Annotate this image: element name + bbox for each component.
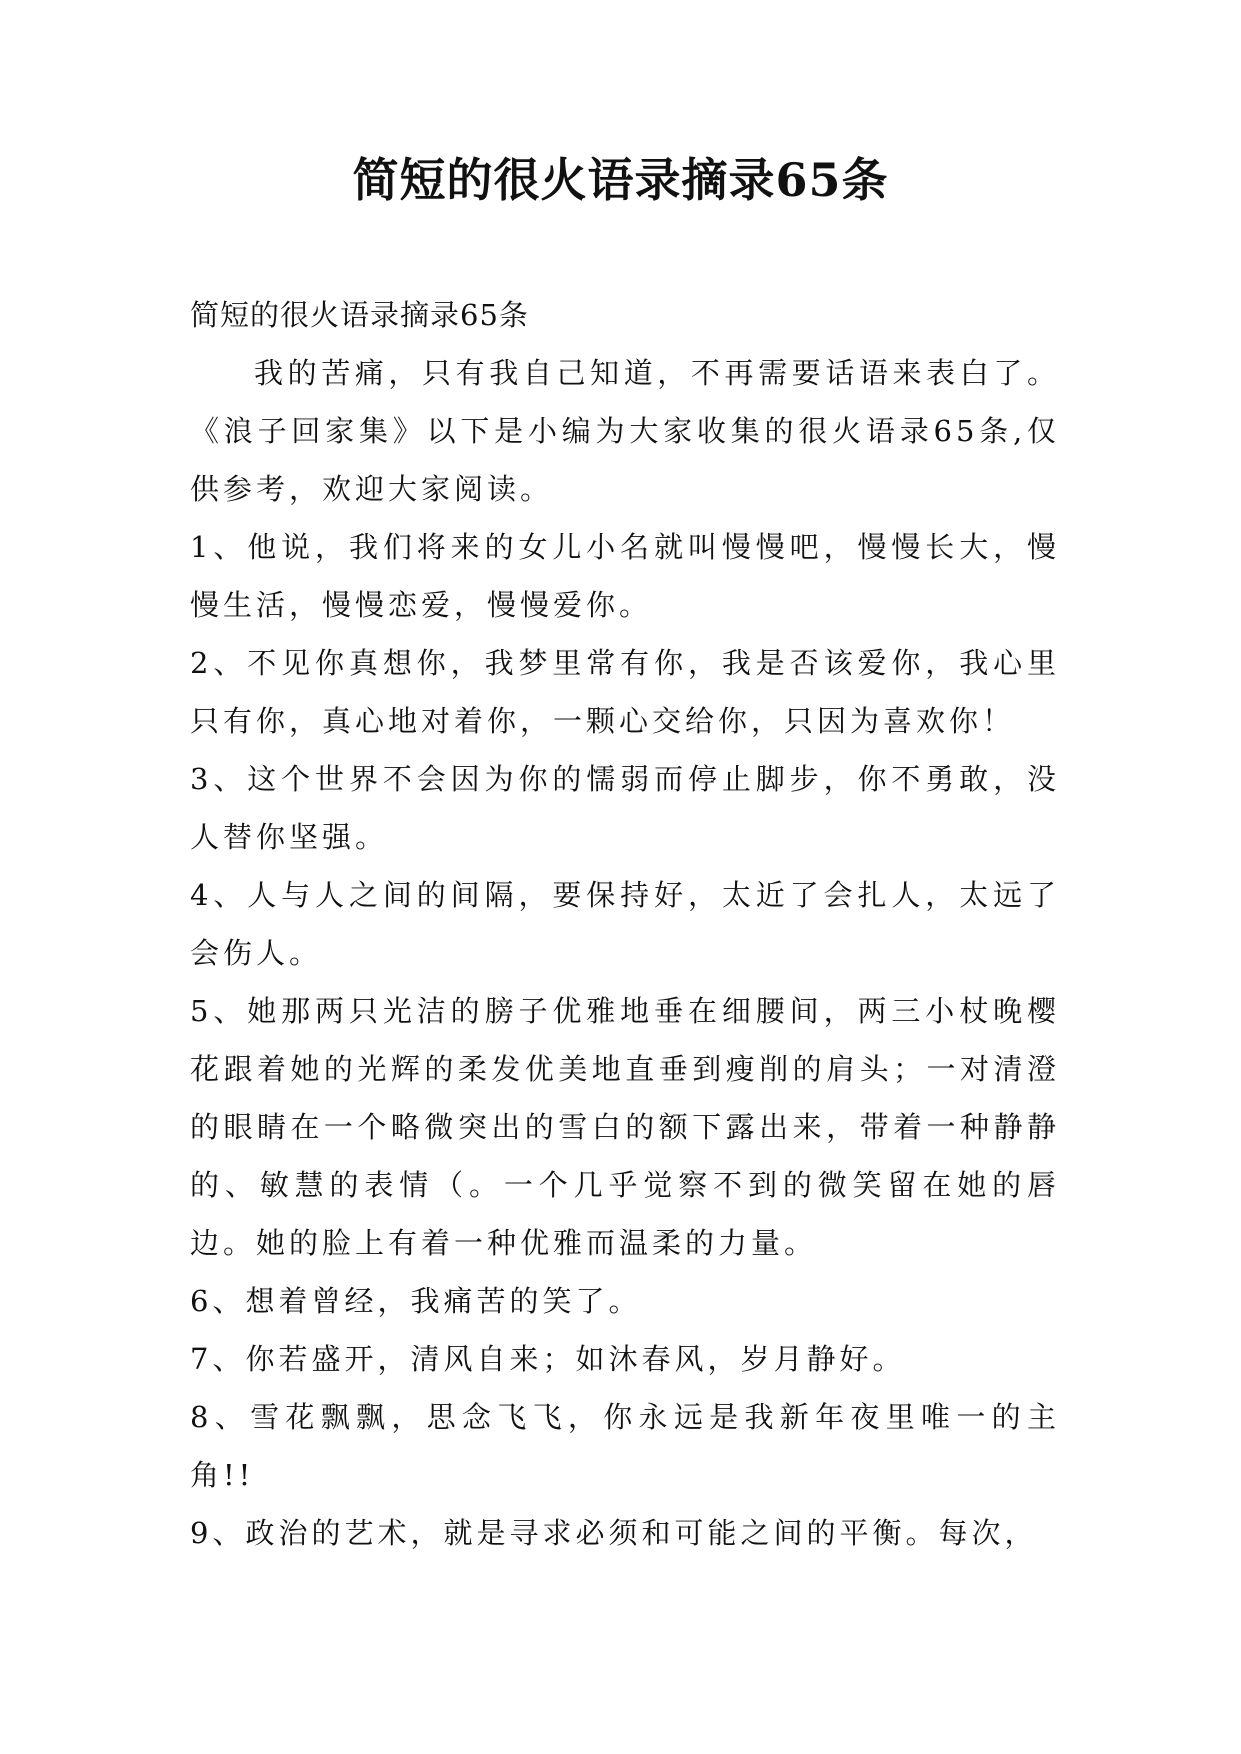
quote-item: 9、政治的艺术，就是寻求必须和可能之间的平衡。每次， <box>190 1516 1038 1550</box>
document-body <box>190 286 1060 1562</box>
quote-item: 4、人与人之间的间隔，要保持好，太近了会扎人，太远了会伤人。 <box>190 878 1060 970</box>
intro-paragraph: 我的苦痛，只有我自己知道，不再需要话语来表白了。《浪子回家集》以下是小编为大家收集的很火语录65条,仅供参考，欢迎大家阅读。 <box>190 356 1060 506</box>
quote-item: 8、雪花飘飘，思念飞飞，你永远是我新年夜里唯一的主角!! <box>190 1400 1060 1492</box>
quote-item: 3、这个世界不会因为你的懦弱而停止脚步，你不勇敢，没人替你坚强。 <box>190 762 1060 854</box>
quote-item: 2、不见你真想你，我梦里常有你，我是否该爱你，我心里只有你，真心地对着你，一颗心交给你，只因为喜欢你！ <box>190 646 1060 738</box>
quote-item: 7、你若盛开，清风自来；如沐春风，岁月静好。 <box>190 1342 906 1376</box>
quote-item: 6、想着曾经，我痛苦的笑了。 <box>190 1284 642 1318</box>
quote-item: 5、她那两只光洁的膀子优雅地垂在细腰间，两三小杖晚樱花跟着她的光辉的柔发优美地直垂到瘦削的肩头；一对清澄的眼睛在一个略微突出的雪白的额下露出来，带着一种静静的、敏慧的表情（。一个几乎觉察不到的微笑留在她的唇边。她的脸上有着一种优雅而温柔的力量。 <box>190 994 1060 1260</box>
document-subtitle: 简短的很火语录摘录65条 <box>190 298 529 332</box>
quote-item: 1、他说，我们将来的女儿小名就叫慢慢吧，慢慢长大，慢慢生活，慢慢恋爱，慢慢爱你。 <box>190 530 1060 622</box>
document-title: 简短的很火语录摘录65条 <box>352 153 889 207</box>
